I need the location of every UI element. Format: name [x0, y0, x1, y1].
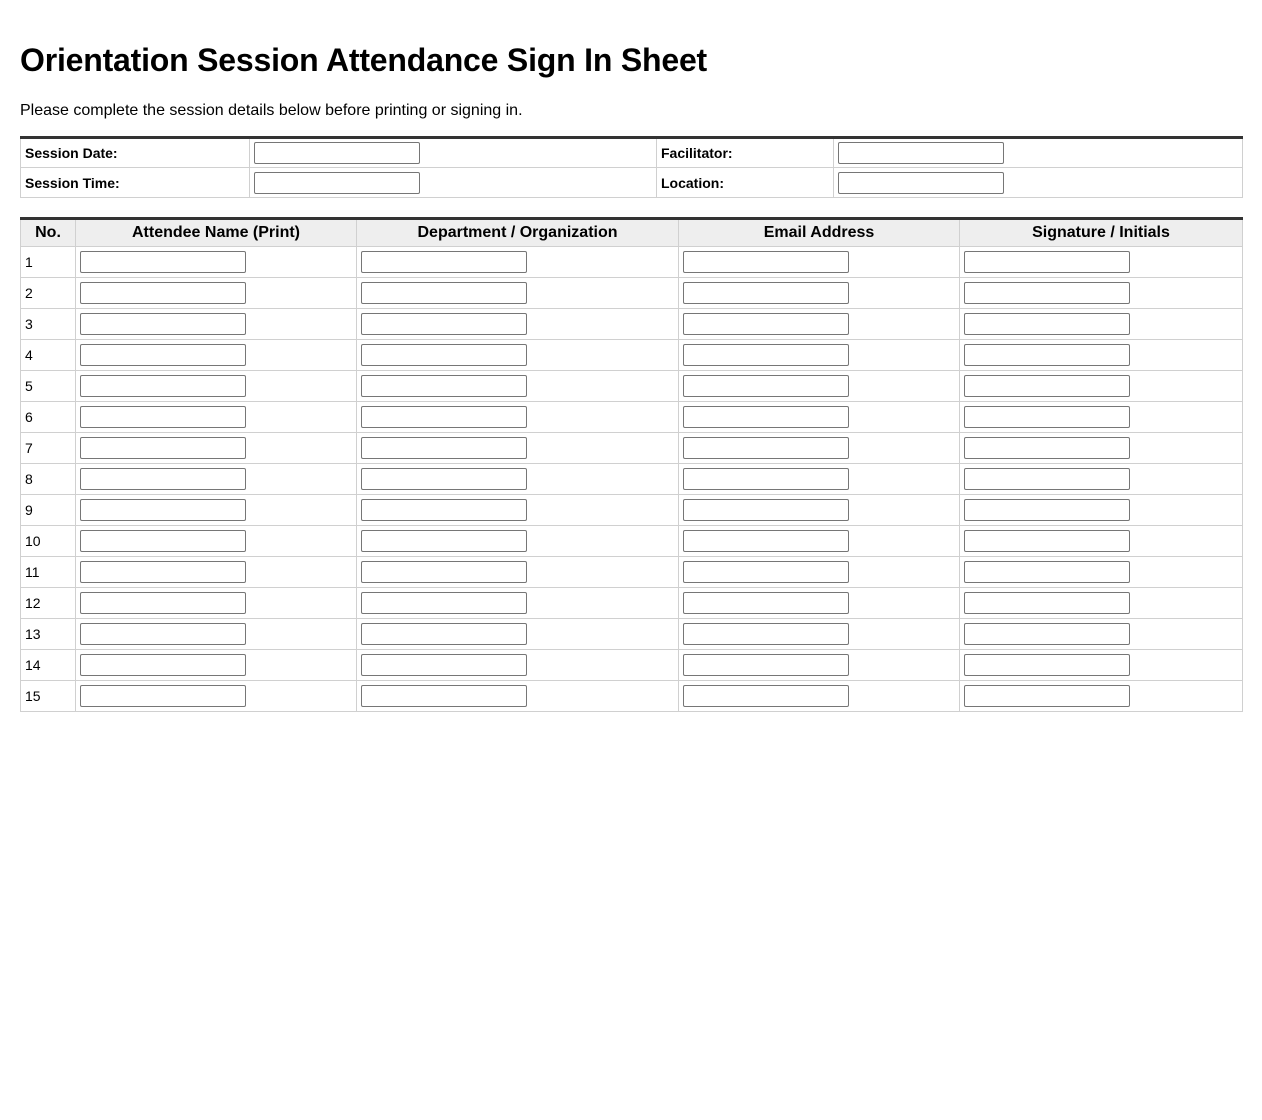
signature-cell — [960, 371, 1243, 402]
department-cell — [357, 588, 679, 619]
location-input[interactable] — [838, 172, 1004, 194]
signature-input[interactable] — [964, 375, 1130, 397]
department-input[interactable] — [361, 530, 527, 552]
department-input[interactable] — [361, 282, 527, 304]
email-input[interactable] — [683, 406, 849, 428]
attendee-name-input[interactable] — [80, 468, 246, 490]
signature-cell — [960, 464, 1243, 495]
table-row — [21, 464, 1243, 495]
email-cell — [679, 588, 960, 619]
attendance-table — [20, 217, 1243, 712]
attendee-name-input[interactable] — [80, 406, 246, 428]
signature-input[interactable] — [964, 592, 1130, 614]
signature-cell — [960, 619, 1243, 650]
email-input[interactable] — [683, 592, 849, 614]
table-row — [21, 557, 1243, 588]
name-cell — [76, 309, 357, 340]
column-header-department: Department / Organization — [357, 219, 679, 247]
signature-input[interactable] — [964, 499, 1130, 521]
signature-cell — [960, 526, 1243, 557]
email-input[interactable] — [683, 313, 849, 335]
row-number: 11 — [21, 557, 76, 588]
signature-cell — [960, 557, 1243, 588]
email-input[interactable] — [683, 375, 849, 397]
attendee-name-input[interactable] — [80, 530, 246, 552]
department-input[interactable] — [361, 654, 527, 676]
name-cell — [76, 402, 357, 433]
table-row — [21, 588, 1243, 619]
name-cell — [76, 340, 357, 371]
department-cell — [357, 402, 679, 433]
session-time-label: Session Time: — [21, 168, 250, 198]
table-row — [21, 681, 1243, 712]
row-number: 1 — [21, 247, 76, 278]
table-row — [21, 340, 1243, 371]
name-cell — [76, 371, 357, 402]
table-row — [21, 371, 1243, 402]
table-row — [21, 247, 1243, 278]
row-number: 5 — [21, 371, 76, 402]
row-number: 10 — [21, 526, 76, 557]
row-number: 3 — [21, 309, 76, 340]
email-cell — [679, 278, 960, 309]
department-cell — [357, 619, 679, 650]
row-number: 14 — [21, 650, 76, 681]
row-number: 12 — [21, 588, 76, 619]
department-cell — [357, 340, 679, 371]
department-cell — [357, 557, 679, 588]
email-input[interactable] — [683, 561, 849, 583]
attendance-body — [21, 247, 1243, 712]
column-header-signature: Signature / Initials — [960, 219, 1243, 247]
signature-input[interactable] — [964, 654, 1130, 676]
attendee-name-input[interactable] — [80, 561, 246, 583]
session-time-input[interactable] — [254, 172, 420, 194]
attendee-name-input[interactable] — [80, 282, 246, 304]
signature-input[interactable] — [964, 468, 1130, 490]
email-cell — [679, 557, 960, 588]
email-input[interactable] — [683, 437, 849, 459]
department-input[interactable] — [361, 468, 527, 490]
department-cell — [357, 309, 679, 340]
row-number: 2 — [21, 278, 76, 309]
email-cell — [679, 402, 960, 433]
department-cell — [357, 464, 679, 495]
email-input[interactable] — [683, 344, 849, 366]
email-input[interactable] — [683, 623, 849, 645]
email-cell — [679, 619, 960, 650]
signature-cell — [960, 650, 1243, 681]
email-cell — [679, 340, 960, 371]
session-date-input[interactable] — [254, 142, 420, 164]
department-input[interactable] — [361, 375, 527, 397]
row-number: 13 — [21, 619, 76, 650]
name-cell — [76, 464, 357, 495]
attendee-name-input[interactable] — [80, 251, 246, 273]
facilitator-label: Facilitator: — [657, 138, 834, 168]
row-number: 15 — [21, 681, 76, 712]
department-cell — [357, 526, 679, 557]
row-number: 8 — [21, 464, 76, 495]
attendee-name-input[interactable] — [80, 375, 246, 397]
signature-input[interactable] — [964, 437, 1130, 459]
signature-input[interactable] — [964, 530, 1130, 552]
signature-cell — [960, 278, 1243, 309]
email-cell — [679, 247, 960, 278]
email-input[interactable] — [683, 282, 849, 304]
location-label: Location: — [657, 168, 834, 198]
session-date-label: Session Date: — [21, 138, 250, 168]
email-cell — [679, 681, 960, 712]
signature-cell — [960, 588, 1243, 619]
department-cell — [357, 495, 679, 526]
session-details-table — [20, 136, 1243, 198]
signature-input[interactable] — [964, 251, 1130, 273]
table-row — [21, 309, 1243, 340]
name-cell — [76, 433, 357, 464]
department-input[interactable] — [361, 344, 527, 366]
table-row — [21, 278, 1243, 309]
email-input[interactable] — [683, 654, 849, 676]
email-cell — [679, 433, 960, 464]
department-input[interactable] — [361, 499, 527, 521]
table-row — [21, 526, 1243, 557]
attendee-name-input[interactable] — [80, 437, 246, 459]
attendee-name-input[interactable] — [80, 623, 246, 645]
page-title: Orientation Session Attendance Sign In Sheet — [20, 42, 708, 78]
department-input[interactable] — [361, 623, 527, 645]
row-number: 6 — [21, 402, 76, 433]
row-number: 7 — [21, 433, 76, 464]
signature-input[interactable] — [964, 313, 1130, 335]
signature-input[interactable] — [964, 282, 1130, 304]
signature-cell — [960, 433, 1243, 464]
email-input[interactable] — [683, 499, 849, 521]
facilitator-cell — [834, 138, 1243, 168]
signature-cell — [960, 309, 1243, 340]
department-input[interactable] — [361, 437, 527, 459]
attendee-name-input[interactable] — [80, 654, 246, 676]
signature-input[interactable] — [964, 406, 1130, 428]
table-row — [21, 650, 1243, 681]
table-row — [21, 433, 1243, 464]
session-date-cell — [250, 138, 657, 168]
attendee-name-input[interactable] — [80, 499, 246, 521]
signature-cell — [960, 340, 1243, 371]
email-input[interactable] — [683, 251, 849, 273]
session-details-row — [21, 138, 1243, 168]
department-input[interactable] — [361, 561, 527, 583]
department-cell — [357, 433, 679, 464]
name-cell — [76, 495, 357, 526]
department-input[interactable] — [361, 251, 527, 273]
attendee-name-input[interactable] — [80, 685, 246, 707]
signature-input[interactable] — [964, 344, 1130, 366]
email-input[interactable] — [683, 468, 849, 490]
department-cell — [357, 681, 679, 712]
department-input[interactable] — [361, 592, 527, 614]
email-cell — [679, 495, 960, 526]
table-row — [21, 495, 1243, 526]
name-cell — [76, 526, 357, 557]
location-cell — [834, 168, 1243, 198]
row-number: 9 — [21, 495, 76, 526]
signature-cell — [960, 681, 1243, 712]
column-header-email: Email Address — [679, 219, 960, 247]
department-input[interactable] — [361, 406, 527, 428]
name-cell — [76, 588, 357, 619]
intro-text: Please complete the session details below before printing or signing in. — [20, 102, 523, 119]
signature-input[interactable] — [964, 685, 1130, 707]
table-row — [21, 619, 1243, 650]
email-cell — [679, 371, 960, 402]
session-details-row — [21, 168, 1243, 198]
name-cell — [76, 247, 357, 278]
email-cell — [679, 464, 960, 495]
name-cell — [76, 278, 357, 309]
attendee-name-input[interactable] — [80, 313, 246, 335]
signature-input[interactable] — [964, 561, 1130, 583]
name-cell — [76, 557, 357, 588]
name-cell — [76, 619, 357, 650]
column-header-no: No. — [21, 219, 76, 247]
table-row — [21, 402, 1243, 433]
email-input[interactable] — [683, 685, 849, 707]
email-input[interactable] — [683, 530, 849, 552]
name-cell — [76, 681, 357, 712]
department-input[interactable] — [361, 313, 527, 335]
email-cell — [679, 650, 960, 681]
department-cell — [357, 371, 679, 402]
attendee-name-input[interactable] — [80, 344, 246, 366]
department-cell — [357, 278, 679, 309]
facilitator-input[interactable] — [838, 142, 1004, 164]
attendee-name-input[interactable] — [80, 592, 246, 614]
name-cell — [76, 650, 357, 681]
department-input[interactable] — [361, 685, 527, 707]
signature-input[interactable] — [964, 623, 1130, 645]
session-time-cell — [250, 168, 657, 198]
attendance-header-row — [21, 219, 1243, 247]
signature-cell — [960, 247, 1243, 278]
email-cell — [679, 526, 960, 557]
department-cell — [357, 650, 679, 681]
signature-cell — [960, 402, 1243, 433]
signature-cell — [960, 495, 1243, 526]
row-number: 4 — [21, 340, 76, 371]
column-header-attendee-name: Attendee Name (Print) — [76, 219, 357, 247]
email-cell — [679, 309, 960, 340]
department-cell — [357, 247, 679, 278]
